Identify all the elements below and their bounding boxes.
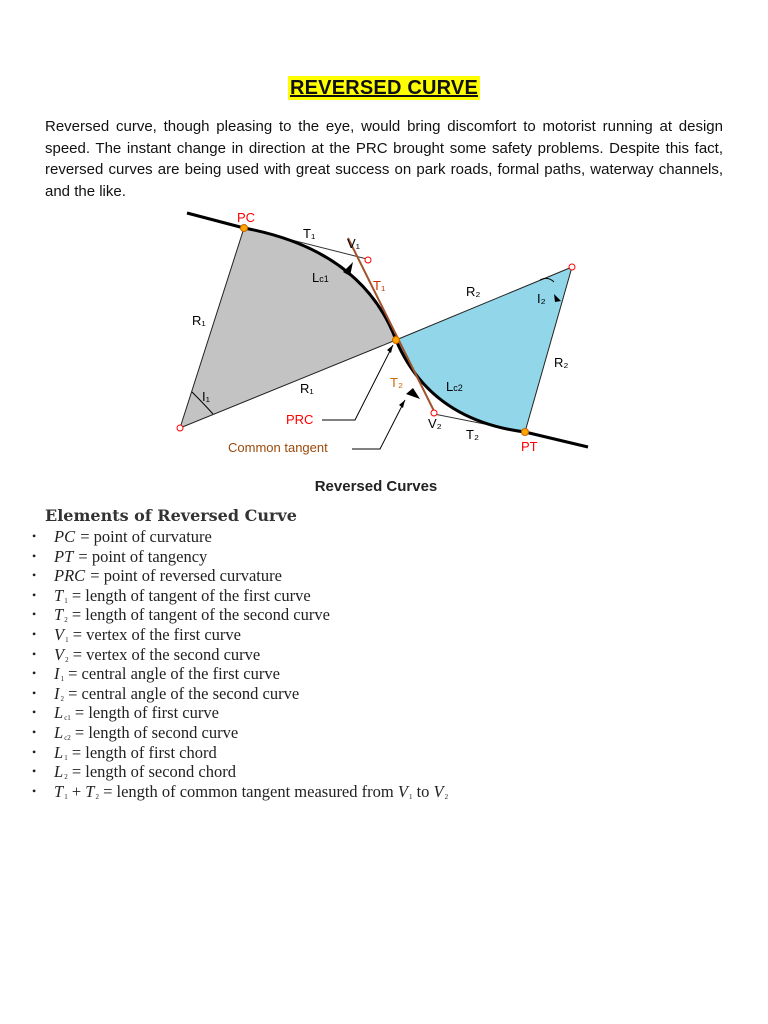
reversed-curve-diagram bbox=[170, 206, 600, 462]
prc-point bbox=[393, 337, 400, 344]
t1-top-label: T₁ bbox=[303, 226, 316, 241]
common-tangent-label: Common tangent bbox=[228, 440, 328, 455]
lc2-main: L bbox=[446, 379, 454, 394]
element-subscript: 2 bbox=[60, 694, 64, 703]
element-subscript: 1 bbox=[60, 675, 64, 684]
element-description: = vertex of the first curve bbox=[68, 624, 241, 644]
pt-label: PT bbox=[521, 439, 538, 454]
element-subscript: c2 bbox=[64, 733, 71, 742]
list-item bbox=[32, 723, 448, 743]
lc2-sub: c2 bbox=[453, 383, 463, 393]
figure-caption: Reversed Curves bbox=[314, 478, 438, 495]
page-title: REVERSED CURVE bbox=[289, 77, 479, 99]
common-tangent-leader-line bbox=[352, 400, 405, 449]
v2-label: V₂ bbox=[428, 416, 442, 431]
element-symbol: T bbox=[54, 585, 64, 605]
element-description: = length of tangent of the first curve bbox=[67, 585, 311, 605]
element-symbol: V bbox=[433, 781, 444, 801]
list-item bbox=[32, 703, 448, 723]
i1-label: I₁ bbox=[202, 389, 210, 404]
element-symbol: I bbox=[54, 664, 60, 684]
bullet: • bbox=[32, 724, 37, 739]
bullet: • bbox=[32, 587, 37, 602]
elements-heading: Elements of Reversed Curve bbox=[45, 506, 297, 525]
lc1-sub: c1 bbox=[319, 274, 329, 284]
bullet: • bbox=[32, 568, 37, 583]
intro-paragraph: Reversed curve, though pleasing to the eye, would bring discomfort to motorist running at design speed. The instant change in direction at the PRC brought some safety problems. Despite this fact, reversed curves are being used with great success on park roads, formal paths, waterway channels, and the like. bbox=[45, 118, 723, 200]
bullet: • bbox=[32, 685, 37, 700]
bullet: • bbox=[32, 626, 37, 641]
list-item bbox=[32, 762, 448, 782]
element-subscript: c1 bbox=[64, 714, 71, 723]
list-item bbox=[32, 645, 448, 665]
element-description: = point of tangency bbox=[74, 546, 208, 566]
t2-side-label: T₂ bbox=[390, 375, 403, 390]
element-symbol: V bbox=[397, 781, 408, 801]
pc-point bbox=[241, 225, 248, 232]
element-description: = length of common tangent measured from bbox=[98, 781, 398, 801]
bullet: • bbox=[32, 607, 37, 622]
element-description: = length of second curve bbox=[70, 722, 239, 742]
element-subscript: 1 bbox=[408, 792, 413, 801]
bullet: • bbox=[32, 529, 37, 543]
element-subscript: 1 bbox=[64, 753, 68, 762]
element-symbol: T bbox=[54, 781, 64, 801]
element-symbol: L bbox=[54, 722, 64, 742]
element-description: = length of second chord bbox=[67, 762, 236, 782]
back-tangent-line bbox=[187, 213, 244, 228]
element-symbol: L bbox=[54, 762, 64, 782]
elements-list bbox=[32, 527, 448, 801]
center2-point bbox=[569, 264, 575, 270]
bullet: • bbox=[32, 705, 37, 720]
bullet: • bbox=[32, 744, 37, 759]
v1-label: V₁ bbox=[347, 236, 361, 251]
element-symbol: PT bbox=[54, 546, 74, 566]
list-item bbox=[32, 664, 448, 684]
arrow-ct-leader bbox=[399, 400, 405, 408]
to-word: to bbox=[412, 781, 434, 801]
element-subscript: 2 bbox=[65, 655, 69, 664]
element-symbol: L bbox=[54, 703, 64, 723]
arrow-prc-leader bbox=[387, 345, 393, 353]
element-description: = central angle of the second curve bbox=[64, 683, 300, 703]
title-wrap bbox=[0, 76, 768, 100]
element-symbol: PRC bbox=[54, 566, 86, 586]
pt-point bbox=[522, 429, 529, 436]
v1-point bbox=[365, 257, 371, 263]
element-symbol: PC bbox=[54, 527, 76, 546]
bullet: • bbox=[32, 764, 37, 779]
bullet: • bbox=[32, 548, 37, 563]
list-item bbox=[32, 625, 448, 645]
t2-bottom-label: T₂ bbox=[466, 427, 479, 442]
list-item bbox=[32, 566, 448, 586]
element-subscript: 2 bbox=[444, 792, 449, 801]
element-symbol: T bbox=[85, 781, 95, 801]
element-subscript: 2 bbox=[64, 616, 68, 625]
element-description: = central angle of the first curve bbox=[64, 664, 280, 684]
i2-label: I₂ bbox=[537, 291, 546, 306]
element-symbol: V bbox=[54, 624, 65, 644]
list-item bbox=[32, 782, 448, 802]
element-description: = point of reversed curvature bbox=[86, 566, 282, 586]
pc-label: PC bbox=[237, 210, 256, 225]
lc1-main: L bbox=[312, 270, 320, 285]
list-item bbox=[32, 684, 448, 704]
element-subscript: 2 bbox=[64, 773, 68, 782]
element-description: = point of curvature bbox=[76, 527, 212, 546]
plus-sign: + bbox=[67, 781, 86, 801]
list-item bbox=[32, 743, 448, 763]
element-subscript: 1 bbox=[64, 792, 68, 801]
bullet: • bbox=[32, 666, 37, 681]
element-description: = vertex of the second curve bbox=[68, 644, 261, 664]
bullet: • bbox=[32, 783, 37, 798]
list-item bbox=[32, 586, 448, 606]
element-subscript: 1 bbox=[65, 635, 69, 644]
r2-top-label: R₂ bbox=[466, 284, 481, 299]
element-description: = length of tangent of the second curve bbox=[67, 605, 330, 625]
arrow-lc2 bbox=[406, 388, 420, 399]
element-description: = length of first chord bbox=[67, 742, 217, 762]
element-subscript: 1 bbox=[64, 596, 68, 605]
r2-right-label: R₂ bbox=[554, 355, 569, 370]
element-subscript: 2 bbox=[95, 792, 99, 801]
element-symbol: T bbox=[54, 605, 64, 625]
element-description: = length of first curve bbox=[70, 703, 219, 723]
center1-point bbox=[177, 425, 183, 431]
element-symbol: L bbox=[54, 742, 64, 762]
bullet: • bbox=[32, 646, 37, 661]
r1-left-label: R₁ bbox=[192, 313, 206, 328]
element-symbol: I bbox=[54, 683, 60, 703]
t1-side-label: T₁ bbox=[373, 278, 386, 293]
r1-inner-label: R₁ bbox=[300, 381, 314, 396]
list-item bbox=[32, 547, 448, 567]
element-symbol: V bbox=[54, 644, 65, 664]
list-item bbox=[32, 527, 448, 547]
prc-label: PRC bbox=[286, 412, 314, 427]
list-item bbox=[32, 605, 448, 625]
